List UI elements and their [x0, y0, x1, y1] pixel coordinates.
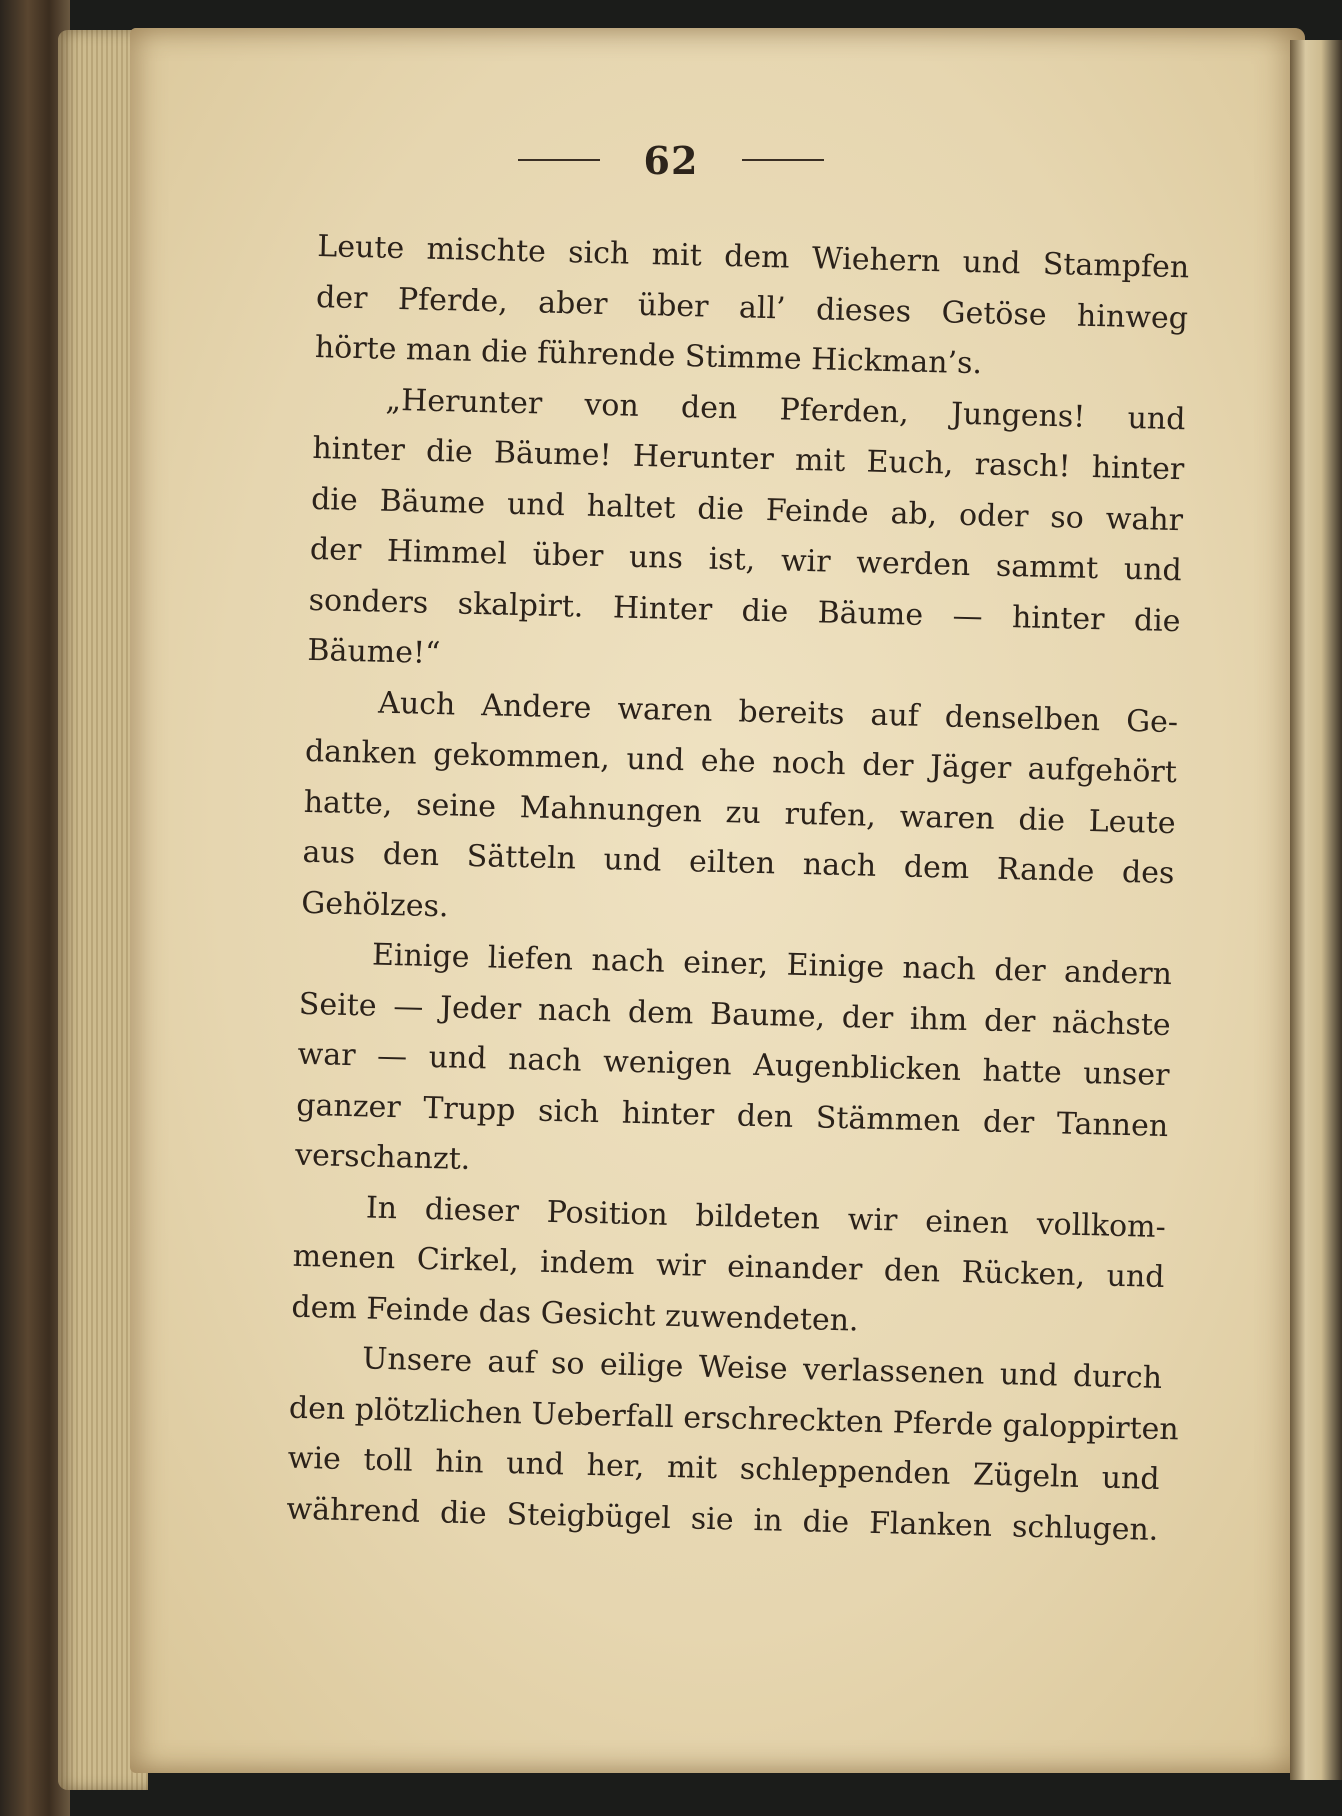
- text-line: die Bäume und haltet die Feinde ab, oder so wahr: [310, 481, 1184, 538]
- text-line: war — und nach wenigen Augenblicken hatte unser: [297, 1036, 1170, 1094]
- text-line: verschanzt.: [294, 1137, 471, 1177]
- text-line: Bäume!“: [307, 632, 441, 672]
- page-header: [0, 130, 1342, 190]
- text-line: wie toll hin und her, mit schleppenden Zügeln und: [287, 1440, 1160, 1497]
- facing-page-gutter: [1290, 40, 1342, 1780]
- text-line: sonders skalpirt. Hinter die Bäume — hinter die: [308, 582, 1181, 639]
- text-line: aus den Sätteln und eilten nach dem Rande des: [302, 834, 1175, 892]
- text-line: hatte, seine Mahnungen zu rufen, waren die Leute: [303, 784, 1176, 841]
- text-line: ganzer Trupp sich hinter den Stämmen der Tannen: [295, 1087, 1169, 1144]
- text-line: Gehölzes.: [300, 885, 449, 924]
- text-line: Unsere auf so eilige Weise verlassenen und durch: [361, 1341, 1163, 1396]
- header-rule-left: [518, 159, 600, 161]
- body-text: [286, 222, 1190, 1556]
- text-line: Seite — Jeder nach dem Baume, der ihm der nächste: [298, 986, 1172, 1043]
- text-line: den plötzlichen Ueberfall erschreckten Pferde galoppirten: [288, 1390, 1180, 1447]
- text-line: In dieser Position bildeten wir einen vollkom-: [365, 1189, 1167, 1245]
- text-line: hinter die Bäume! Herunter mit Euch, rasch! hinter: [312, 430, 1185, 488]
- text-line: menen Cirkel, indem wir einander den Rücken, und: [292, 1238, 1165, 1295]
- page-number: 62: [643, 137, 699, 183]
- text-line: Einige liefen nach einer, Einige nach der andern: [371, 937, 1173, 993]
- text-line: danken gekommen, und ehe noch der Jäger aufgehört: [304, 733, 1178, 791]
- text-line: während die Steigbügel sie in die Flanken schlugen.: [286, 1491, 1159, 1548]
- text-line: hörte man die führende Stimme Hickman’s.: [314, 329, 983, 382]
- header-rule-right: [742, 159, 824, 161]
- text-line: dem Feinde das Gesicht zuwendeten.: [291, 1289, 859, 1339]
- text-line: „Herunter von den Pferden, Jungens! und: [385, 382, 1186, 437]
- text-line: Auch Andere waren bereits auf denselben Ge-: [377, 685, 1179, 740]
- text-line: der Pferde, aber über all’ dieses Getöse hinweg: [315, 279, 1189, 336]
- text-line: Leute mischte sich mit dem Wiehern und Stampfen: [316, 228, 1190, 286]
- text-line: der Himmel über uns ist, wir werden sammt und: [309, 531, 1183, 589]
